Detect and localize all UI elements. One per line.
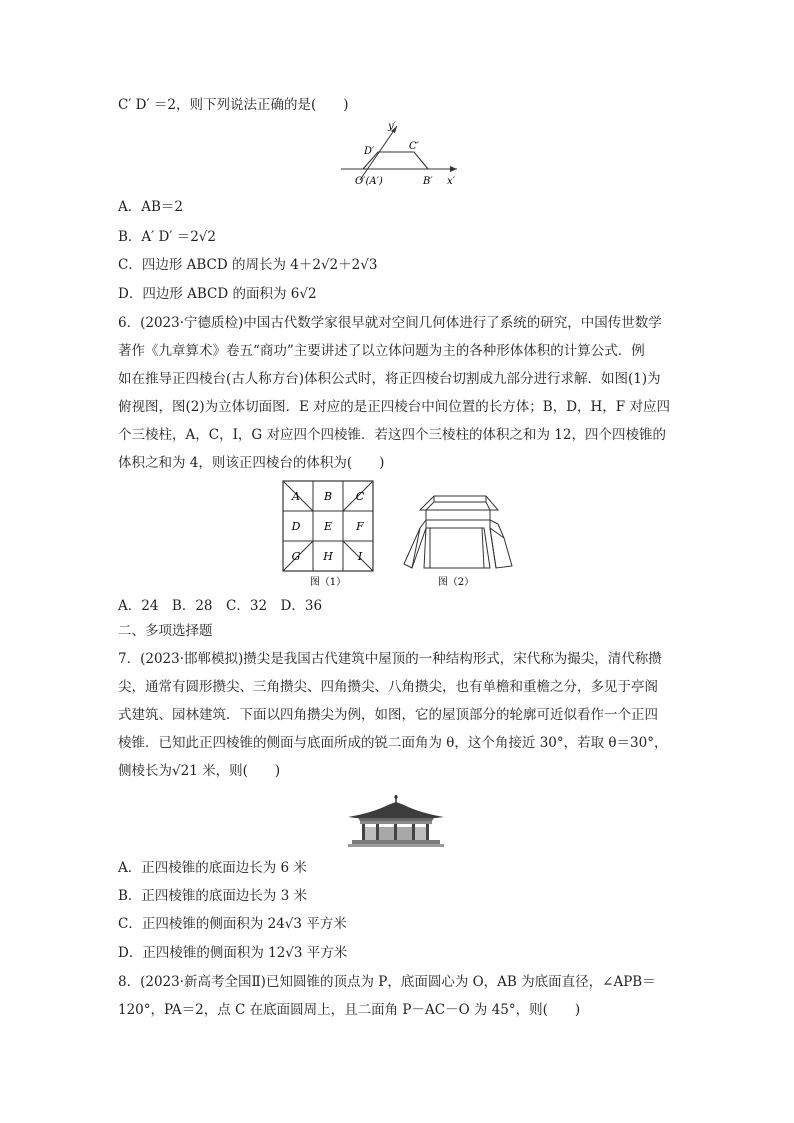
label-y: y′	[388, 121, 396, 132]
label-b: B′	[423, 176, 433, 187]
grid-label-a: A	[292, 490, 300, 503]
q7-line: 7．(2023·邯郸模拟)攒尖是我国古代建筑中屋顶的一种结构形式，宋代称为撮尖，清代称攒	[118, 651, 662, 667]
grid-label-g: G	[291, 550, 301, 563]
grid-label-i: I	[357, 550, 363, 563]
q5-option-a: A．AB＝2	[118, 199, 184, 215]
q8-line: 120°，PA＝2，点 C 在底面圆周上，且二面角 P－AC－O 为 45°，则( )	[118, 1002, 581, 1018]
q7-option-b: B．正四棱锥的底面边长为 3 米	[118, 888, 308, 904]
q5-option-d: D．四边形 ABCD 的面积为 6√2	[118, 286, 317, 302]
q5-option-c: C．四边形 ABCD 的周长为 4＋2√2＋2√3	[118, 257, 378, 273]
pavilion-image	[344, 793, 448, 847]
oblique-trapezoid-figure	[335, 118, 465, 192]
q6-line: 俯视图，图(2)为立体切面图．E 对应的是正四棱台中间位置的长方体；B，D，H，F 对应四	[118, 399, 670, 415]
q7-line: 式建筑、园林建筑．下面以四角攒尖为例，如图，它的屋顶部分的轮廓可近似看作一个正四	[118, 707, 658, 723]
q7-line: 侧棱长为√21 米，则( )	[118, 763, 281, 779]
q5-stem-tail: C′ D′ ＝2，则下列说法正确的是( )	[118, 97, 349, 113]
q7-stem	[118, 645, 678, 785]
grid-label-b: B	[323, 490, 333, 503]
label-d: D′	[364, 146, 375, 157]
q6-line: 体积之和为 4，则该正四棱台的体积为( )	[118, 455, 385, 471]
fig1-caption: 图（1）	[309, 577, 347, 588]
fig2-caption: 图（2）	[437, 577, 475, 588]
q7-line: 尖，通常有圆形攒尖、三角攒尖、四角攒尖、八角攒尖，也有单檐和重檐之分，多见于亭阁	[118, 679, 658, 695]
label-x: x′	[447, 176, 455, 187]
q8-stem	[118, 968, 678, 1024]
figure-2-frustum-pieces	[398, 488, 518, 590]
q6-line: 6．(2023·宁德质检)中国古代数学家很早就对空间几何体进行了系统的研究，中国传世数学	[118, 315, 662, 331]
grid-label-f: F	[356, 520, 364, 533]
grid-label-d: D	[291, 520, 301, 533]
q7-option-d: D．正四棱锥的侧面积为 12√3 平方米	[118, 945, 348, 961]
grid-label-c: C	[355, 490, 365, 503]
grid-label-h: H	[323, 550, 333, 563]
q6-line: 著作《九章算术》卷五“商功”主要讲述了以立体问题为主的各种形体体积的计算公式．例	[118, 343, 645, 359]
q6-stem	[118, 309, 678, 477]
figure-1-top-view	[278, 478, 378, 590]
grid-label-e: E	[323, 520, 333, 533]
q6-options: A．24 B．28 C．32 D．36	[118, 598, 323, 614]
section-title: 二、多项选择题	[118, 623, 213, 639]
q7-option-c: C．正四棱锥的侧面积为 24√3 平方米	[118, 916, 347, 932]
label-o: O′(A′)	[355, 176, 383, 187]
q7-option-a: A．正四棱锥的底面边长为 6 米	[118, 860, 307, 876]
q8-line: 8．(2023·新高考全国Ⅱ)已知圆锥的顶点为 P，底面圆心为 O，AB 为底面直径，∠APB＝	[118, 974, 656, 990]
q7-line: 棱锥．已知此正四棱锥的侧面与底面所成的锐二面角为 θ，这个角接近 30°，若取 θ＝30°，	[118, 735, 668, 751]
label-c: C′	[409, 141, 419, 152]
q5-option-b: B．A′ D′ ＝2√2	[118, 229, 216, 245]
q6-line: 个三棱柱，A，C，I，G 对应四个四棱锥．若这四个三棱柱的体积之和为 12，四个四棱锥的	[118, 427, 666, 443]
q6-line: 如在推导正四棱台(古人称方台)体积公式时，将正四棱台切割成九部分进行求解．如图(1)为	[118, 371, 661, 387]
